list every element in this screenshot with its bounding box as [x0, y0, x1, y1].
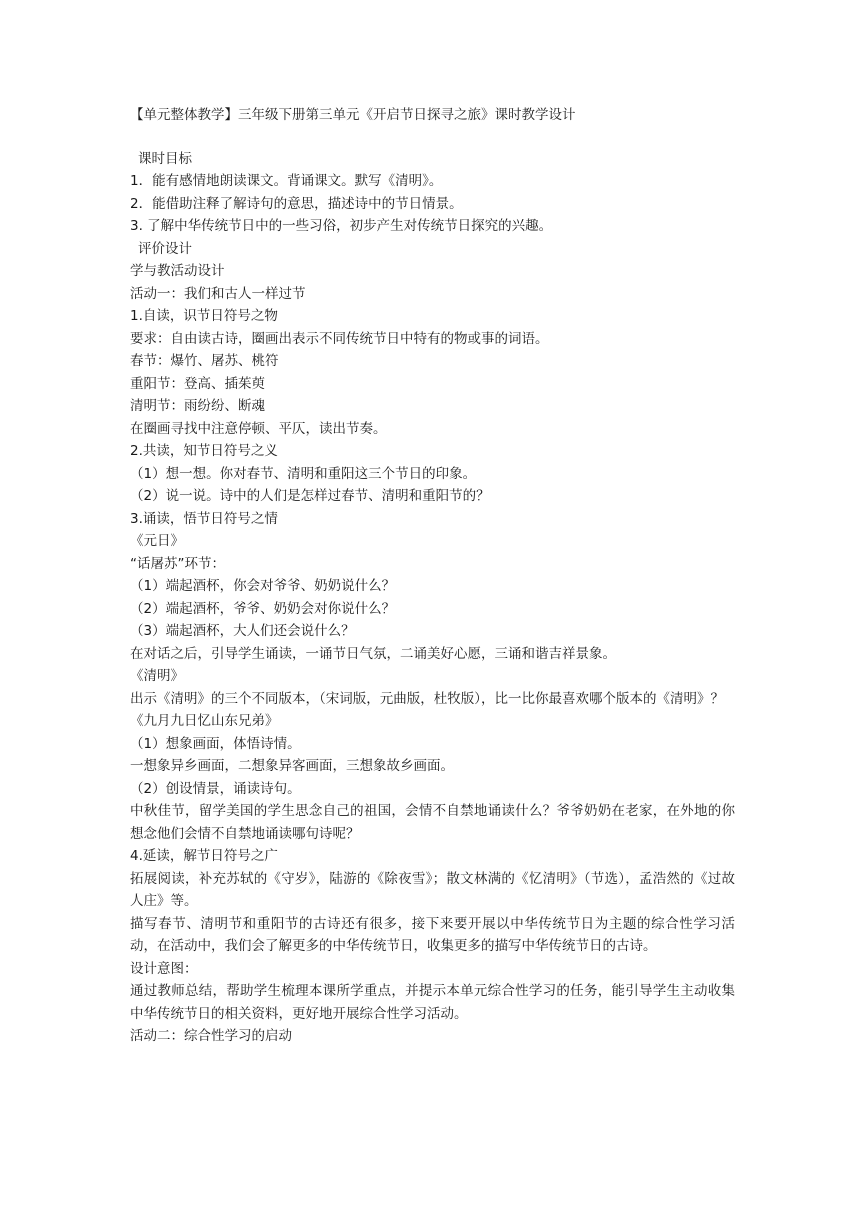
body-line: 2．能借助注释了解诗句的意思，描述诗中的节日情景。: [130, 195, 463, 212]
body-line: 活动一：我们和古人一样过节: [130, 285, 306, 302]
body-line: 评价设计: [138, 240, 192, 257]
body-line: （2）说一说。诗中的人们是怎样过春节、清明和重阳节的？: [130, 488, 490, 504]
body-line: 在圈画寻找中注意停顿、平仄，读出节奏。: [130, 420, 387, 437]
document-page: [130, 104, 735, 1048]
body-line: 一想象异乡画面，二想象异客画面，三想象故乡画面。: [130, 758, 454, 774]
body-line: 描写春节、清明节和重阳节的古诗还有很多，接下来要开展以中华传统节日为主题的综合性学习活动，在活动中，我们会了解更多的中华传统节日，收集更多的描写中华传统节日的古诗。: [130, 915, 735, 954]
body-line: （1）想象画面，体悟诗情。: [130, 735, 301, 752]
body-line: （3）端起酒杯，大人们还会说什么？: [130, 623, 355, 639]
body-line: 4.延读，解节日符号之广: [130, 848, 278, 864]
document-title: 【单元整体教学】三年级下册第三单元《开启节日探寻之旅》课时教学设计: [130, 107, 576, 123]
body-line: 3. 了解中华传统节日中的一些习俗，初步产生对传统节日探究的兴趣。: [130, 218, 553, 234]
body-line: 重阳节：登高、插茱萸: [130, 375, 265, 392]
body-line: 1.自读，识节日符号之物: [130, 308, 278, 324]
body-line: 春节：爆竹、屠苏、桃符: [130, 353, 279, 369]
body-line: 课时目标: [138, 150, 192, 167]
body-line: 清明节：雨纷纷、断魂: [130, 398, 265, 414]
body-line: 2.共读，知节日符号之义: [130, 443, 278, 459]
body-line: 通过教师总结，帮助学生梳理本课所学重点，并提示本单元综合性学习的任务，能引导学生主动收集中华传统节日的相关资料，更好地开展综合性学习活动。: [130, 983, 735, 1022]
body-line: （1）端起酒杯，你会对爷爷、奶奶说什么？: [130, 578, 396, 594]
body-line: 设计意图：: [130, 960, 198, 977]
body-line: 拓展阅读，补充苏轼的《守岁》，陆游的《除夜雪》；散文林满的《忆清明》（节选），孟浩然的《过故人庄》等。: [130, 870, 735, 909]
body-line: 中秋佳节，留学美国的学生思念自己的祖国，会情不自禁地诵读什么？爷爷奶奶在老家，在外地的你想念他们会情不自禁地诵读哪句诗呢？: [130, 803, 735, 842]
body-line: （2）端起酒杯，爷爷、奶奶会对你说什么？: [130, 600, 396, 617]
body-line: 要求：自由读古诗，圈画出表示不同传统节日中特有的物或事的词语。: [130, 330, 549, 347]
body-line: 《九月九日忆山东兄弟》: [130, 713, 279, 729]
body-line: 1．能有感情地朗读课文。背诵课文。默写《清明》。: [130, 173, 443, 189]
body-line: 3.诵读，悟节日符号之情: [130, 510, 278, 527]
body-line: 活动二：综合性学习的启动: [130, 1028, 292, 1044]
body-line: 学与教活动设计: [130, 263, 225, 279]
body-line: 《元日》: [130, 533, 184, 549]
body-line: “话屠苏”环节：: [130, 555, 225, 572]
body-line: 在对话之后，引导学生诵读，一诵节日气氛，二诵美好心愿，三诵和谐吉祥景象。: [130, 645, 616, 662]
body-line: 出示《清明》的三个不同版本，（宋词版，元曲版，杜牧版），比一比你最喜欢哪个版本的《清明》？: [130, 690, 724, 707]
body-line: （2）创设情景，诵读诗句。: [130, 780, 301, 797]
document-body: [130, 148, 735, 1048]
body-line: （1）想一想。你对春节、清明和重阳这三个节日的印象。: [130, 465, 477, 482]
body-line: 《清明》: [130, 668, 184, 684]
